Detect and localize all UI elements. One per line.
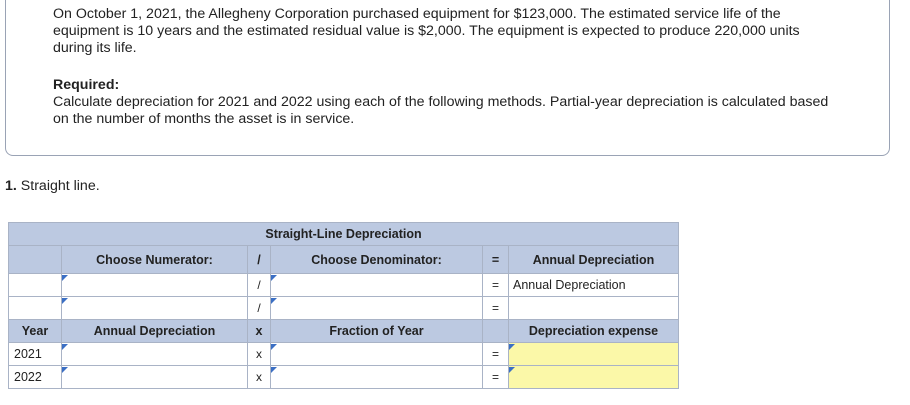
year-2021: 2021 — [9, 343, 62, 366]
row2-denominator-input[interactable] — [271, 298, 482, 318]
row2-numerator-cell — [62, 297, 248, 320]
problem-statement-box — [5, 0, 890, 156]
table-title: Straight-Line Depreciation — [9, 223, 679, 246]
row2-equals: = — [483, 297, 509, 320]
header-divide: / — [248, 246, 271, 274]
y2021-fraction-cell — [271, 343, 483, 366]
header-equals: = — [483, 246, 509, 274]
y2022-annual-input[interactable] — [62, 367, 247, 387]
y2021-fraction-input[interactable] — [271, 344, 482, 364]
row1-result-label: Annual Depreciation — [509, 274, 679, 297]
y2022-expense-input[interactable] — [509, 367, 678, 387]
header-denominator: Choose Denominator: — [271, 246, 483, 274]
row2-divide: / — [248, 297, 271, 320]
required-text: Calculate depreciation for 2021 and 2022 using each of the following methods. Partial-year depreciation is calculated based on the number of months the asset is in service. — [53, 94, 829, 127]
y2021-expense-input[interactable] — [509, 344, 678, 364]
header-multiply: x — [248, 320, 271, 343]
y2021-expense-cell — [509, 343, 679, 366]
y2022-fraction-cell — [271, 366, 483, 389]
row2-numerator-input[interactable] — [62, 298, 247, 318]
header-blank-2 — [483, 320, 509, 343]
row1-divide: / — [248, 274, 271, 297]
y2022-fraction-input[interactable] — [271, 367, 482, 387]
row1-numerator-input[interactable] — [62, 275, 247, 295]
y2021-multiply: x — [248, 343, 271, 366]
header-depreciation-expense: Depreciation expense — [509, 320, 679, 343]
question-number: 1. — [5, 178, 17, 194]
header-year: Year — [9, 320, 62, 343]
y2021-equals: = — [483, 343, 509, 366]
row1-blank — [9, 274, 62, 297]
header-result: Annual Depreciation — [509, 246, 679, 274]
row1-numerator-cell — [62, 274, 248, 297]
y2022-multiply: x — [248, 366, 271, 389]
header-blank — [9, 246, 62, 274]
question-label — [5, 178, 100, 194]
year-2022: 2022 — [9, 366, 62, 389]
y2022-expense-cell — [509, 366, 679, 389]
y2022-annual-cell — [62, 366, 248, 389]
header-annual-depreciation: Annual Depreciation — [62, 320, 248, 343]
row2-denominator-cell — [271, 297, 483, 320]
required-heading: Required: — [53, 77, 120, 93]
straight-line-table — [8, 222, 679, 389]
row1-denominator-cell — [271, 274, 483, 297]
header-fraction-of-year: Fraction of Year — [271, 320, 483, 343]
header-numerator: Choose Numerator: — [62, 246, 248, 274]
question-text: Straight line. — [20, 178, 100, 194]
row2-result-cell — [509, 297, 679, 320]
y2021-annual-input[interactable] — [62, 344, 247, 364]
row1-denominator-input[interactable] — [271, 275, 482, 295]
row1-equals: = — [483, 274, 509, 297]
y2022-equals: = — [483, 366, 509, 389]
problem-paragraph: On October 1, 2021, the Allegheny Corporation purchased equipment for $123,000. The estimated service life of the equipment is 10 years and the estimated residual value is $2,000. The equipment is expected to produce 220,000 units during its life. — [53, 6, 800, 56]
y2021-annual-cell — [62, 343, 248, 366]
row2-blank — [9, 297, 62, 320]
